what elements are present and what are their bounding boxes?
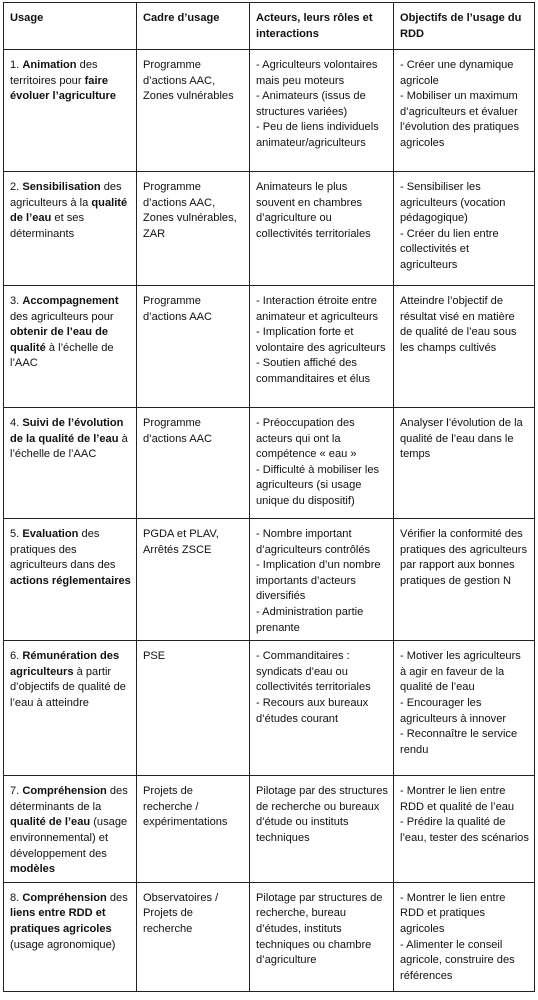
header-usage: Usage <box>4 3 137 50</box>
cadre-cell <box>137 286 250 408</box>
objectifs-line: Vérifier la conformité des pratiques des agriculteurs par rapport aux bonnes pratiques de gestion N <box>400 528 528 587</box>
usage-cell <box>4 776 137 883</box>
usage-bold-text: Accompagnement <box>22 295 119 307</box>
objectifs-line: Analyser l’évolution de la qualité de l’eau dans le temps <box>400 417 523 461</box>
usage-text: 8. <box>10 891 23 904</box>
header-row <box>4 3 535 50</box>
usage-text: à partir d’objectifs de qualité de l’eau à atteindre <box>10 665 126 709</box>
table-row <box>4 50 535 172</box>
cadre-line: Programme d’actions AAC, Zones vulnérables, ZAR <box>143 181 237 240</box>
cadre-line: Programme d’actions AAC <box>143 417 213 445</box>
usage-bold-text: Sensibilisation <box>22 181 101 193</box>
objectifs-line: - Sensibiliser les agriculteurs (vocation pédagogique) <box>400 181 506 225</box>
header-objectifs: Objectifs de l’usage du RDD <box>394 3 535 50</box>
objectifs-line: - Encourager les agriculteurs à innover <box>400 696 507 725</box>
acteurs-line: - Préoccupation des acteurs qui ont la compétence « eau » <box>256 417 357 461</box>
table-row <box>4 286 535 408</box>
objectifs-cell <box>394 519 535 641</box>
usage-bold-text: obtenir de l’eau de qualité <box>10 326 109 354</box>
acteurs-cell <box>250 519 394 641</box>
objectifs-line: - Montrer le lien entre RDD et pratiques agricoles <box>400 891 506 935</box>
acteurs-line: - Difficulté à mobiliser les agriculteurs (si usage unique du dispositif) <box>256 463 380 507</box>
cadre-cell <box>137 50 250 172</box>
usage-text: des <box>106 891 128 904</box>
acteurs-cell <box>250 286 394 408</box>
table-row <box>4 776 535 883</box>
usage-text: des agriculteurs à la <box>10 181 122 209</box>
usage-cell <box>4 641 137 776</box>
acteurs-line: - Administration partie prenante <box>256 605 364 634</box>
table-row <box>4 172 535 286</box>
usage-text: et ses déterminants <box>10 212 84 240</box>
cadre-cell <box>137 172 250 286</box>
acteurs-line: - Agriculteurs volontaires mais peu moteurs <box>256 59 378 87</box>
usage-text: des pratiques des agriculteurs dans des <box>10 528 116 572</box>
usage-text: 2. <box>10 181 23 193</box>
objectifs-line: - Mobiliser un maximum d’agriculteurs et évaluer l’évolution des pratiques agricoles <box>400 90 520 149</box>
usage-cell <box>4 519 137 641</box>
usage-bold-text: Rémunération des agriculteurs <box>10 650 120 678</box>
acteurs-cell <box>250 408 394 519</box>
usage-cell <box>4 50 137 172</box>
objectifs-line: - Créer une dynamique agricole <box>400 59 514 87</box>
objectifs-line: - Alimenter le conseil agricole, construire des références <box>400 938 515 982</box>
usage-bold-text: modèles <box>10 863 56 876</box>
cadre-line: Observatoires / Projets de recherche <box>143 891 219 935</box>
usage-text: 6. <box>10 650 23 663</box>
acteurs-line: - Commanditaires : syndicats d’eau ou collectivités territoriales <box>256 650 371 694</box>
cadre-cell <box>137 882 250 991</box>
usage-text: 5. <box>10 528 23 540</box>
cadre-line: PSE <box>143 650 166 663</box>
usage-text: des déterminants de la <box>10 785 128 813</box>
objectifs-line: - Prédire la qualité de l’eau, tester des scénarios <box>400 816 529 844</box>
table-row <box>4 882 535 991</box>
objectifs-line: - Créer du lien entre collectivités et agriculteurs <box>400 227 499 271</box>
objectifs-line: - Motiver les agriculteurs à agir en faveur de la qualité de l’eau <box>400 650 521 694</box>
usage-bold-text: liens entre RDD et pratiques agricoles <box>10 907 112 935</box>
usage-bold-text: Evaluation <box>22 528 79 540</box>
table-row <box>4 519 535 641</box>
usage-bold-text: Compréhension <box>22 785 107 798</box>
usage-bold-text: Animation <box>22 59 77 71</box>
objectifs-cell <box>394 50 535 172</box>
objectifs-line: Atteindre l’objectif de résultat visé en matière de qualité de l’eau sous les champs cultivés <box>400 295 517 354</box>
acteurs-cell <box>250 776 394 883</box>
cadre-line: PGDA et PLAV, Arrêtés ZSCE <box>143 528 219 556</box>
objectifs-cell <box>394 172 535 286</box>
acteurs-cell <box>250 50 394 172</box>
acteurs-line: - Interaction étroite entre animateur et agriculteurs <box>256 295 379 323</box>
usage-bold-text: actions réglementaires <box>10 574 131 587</box>
acteurs-cell <box>250 172 394 286</box>
usage-text: 3. <box>10 295 23 307</box>
acteurs-line: - Nombre important d’agriculteurs contrôlés <box>256 528 371 556</box>
acteurs-line: - Animateurs (issus de structures variées) <box>256 90 366 118</box>
objectifs-cell <box>394 408 535 519</box>
acteurs-line: Animateurs le plus souvent en chambres d’agriculture ou collectivités territoriales <box>256 181 371 240</box>
table-row <box>4 641 535 776</box>
cadre-cell <box>137 776 250 883</box>
objectifs-line: - Montrer le lien entre RDD et qualité de l’eau <box>400 785 515 813</box>
objectifs-cell <box>394 286 535 408</box>
cadre-cell <box>137 519 250 641</box>
cadre-line: Programme d’actions AAC <box>143 295 213 323</box>
usage-bold-text: qualité de l’eau <box>10 196 128 225</box>
usage-text: 7. <box>10 785 23 798</box>
header-acteurs: Acteurs, leurs rôles et interactions <box>250 3 394 50</box>
usage-cell <box>4 172 137 286</box>
usage-cell <box>4 286 137 408</box>
acteurs-cell <box>250 641 394 776</box>
usage-text: 4. <box>10 417 23 429</box>
usage-bold-text: Suivi de l’évolution de la qualité de l’eau <box>10 417 124 445</box>
cadre-line: Programme d’actions AAC, Zones vulnérables <box>143 59 234 103</box>
usage-cell <box>4 408 137 519</box>
acteurs-line: Pilotage par structures de recherche, bureau d’études, instituts techniques ou chambre d’agriculture <box>256 891 383 967</box>
objectifs-cell <box>394 882 535 991</box>
acteurs-line: - Implication d’un nombre importants d’acteurs diversifiés <box>256 559 381 603</box>
usage-text: (usage agronomique) <box>10 938 116 951</box>
usage-text: à l’échelle de l’AAC <box>10 341 114 370</box>
header-cadre: Cadre d’usage <box>137 3 250 50</box>
acteurs-line: - Implication forte et volontaire des agriculteurs <box>256 326 386 354</box>
usages-table <box>3 2 535 992</box>
usage-bold-text: Compréhension <box>22 891 107 904</box>
table-row <box>4 408 535 519</box>
usage-text: des agriculteurs pour <box>10 310 114 323</box>
usage-text: à l’échelle de l’AAC <box>10 432 128 461</box>
objectifs-line: - Reconnaître le service rendu <box>400 728 518 756</box>
acteurs-line: Pilotage par des structures de recherche ou bureaux d’étude ou instituts techniques <box>256 785 388 844</box>
objectifs-cell <box>394 641 535 776</box>
usage-text: 1. <box>10 59 23 71</box>
acteurs-cell <box>250 882 394 991</box>
cadre-line: Projets de recherche / expérimentations <box>143 785 228 829</box>
usage-text: (usage environnemental) et développement des <box>10 816 128 860</box>
objectifs-cell <box>394 776 535 883</box>
usage-cell <box>4 882 137 991</box>
usage-text: des territoires pour <box>10 59 98 87</box>
acteurs-line: - Soutien affiché des commanditaires et élus <box>256 357 371 385</box>
usage-bold-text: faire évoluer l’agriculture <box>10 74 117 103</box>
cadre-cell <box>137 641 250 776</box>
acteurs-line: - Peu de liens individuels animateur/agriculteurs <box>256 121 379 149</box>
usage-bold-text: qualité de l’eau <box>10 816 91 829</box>
cadre-cell <box>137 408 250 519</box>
acteurs-line: - Recours aux bureaux d’études courant <box>256 696 369 725</box>
